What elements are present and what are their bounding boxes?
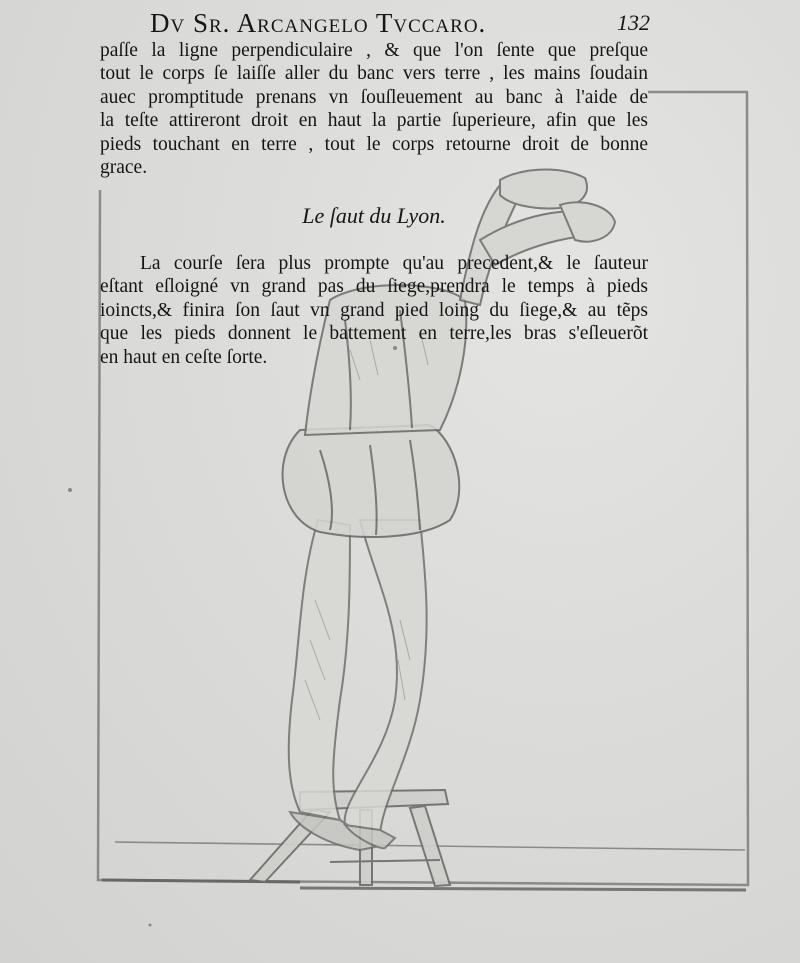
text-line: la teſte attireront droit en haut la partie ſuperieure, afin que les — [100, 110, 648, 132]
text-line: pieds touchant en terre , tout le corps retourne droit de bonne — [100, 133, 648, 155]
text-line: ioincts,& finira ſon ſaut vn grand pied loing du ſiege,& au tẽps — [100, 299, 648, 321]
text-line: eſtant eſloigné vn grand pas du ſiege,prendra le temps à pieds — [100, 276, 648, 298]
text-line: La courſe ſera plus prompte qu'au precedent,& le ſauteur — [140, 253, 648, 274]
running-head — [150, 8, 650, 38]
text-line: en haut en ceſte ſorte. — [100, 346, 268, 368]
paragraph-2 — [100, 252, 648, 369]
page-number: 132 — [617, 10, 650, 35]
section-title: Le ſaut du Lyon. — [302, 203, 446, 228]
text-line: tout le corps ſe laiſſe aller du banc vers terre , les mains ſoudain — [100, 63, 648, 85]
text-line: auec promptitude prenans vn ſouſleuement au banc à l'aide de — [100, 86, 648, 108]
text-line: paſſe la ligne perpendiculaire , & que l'on ſente que preſque — [100, 40, 648, 61]
running-head-title: Dv Sr. Arcangelo Tvccaro. — [150, 8, 487, 38]
text-line: grace. — [100, 157, 148, 179]
paragraph-1 — [100, 39, 648, 179]
text-line: que les pieds donnent le battement en terre,les bras s'eſleuerõt — [100, 323, 648, 345]
